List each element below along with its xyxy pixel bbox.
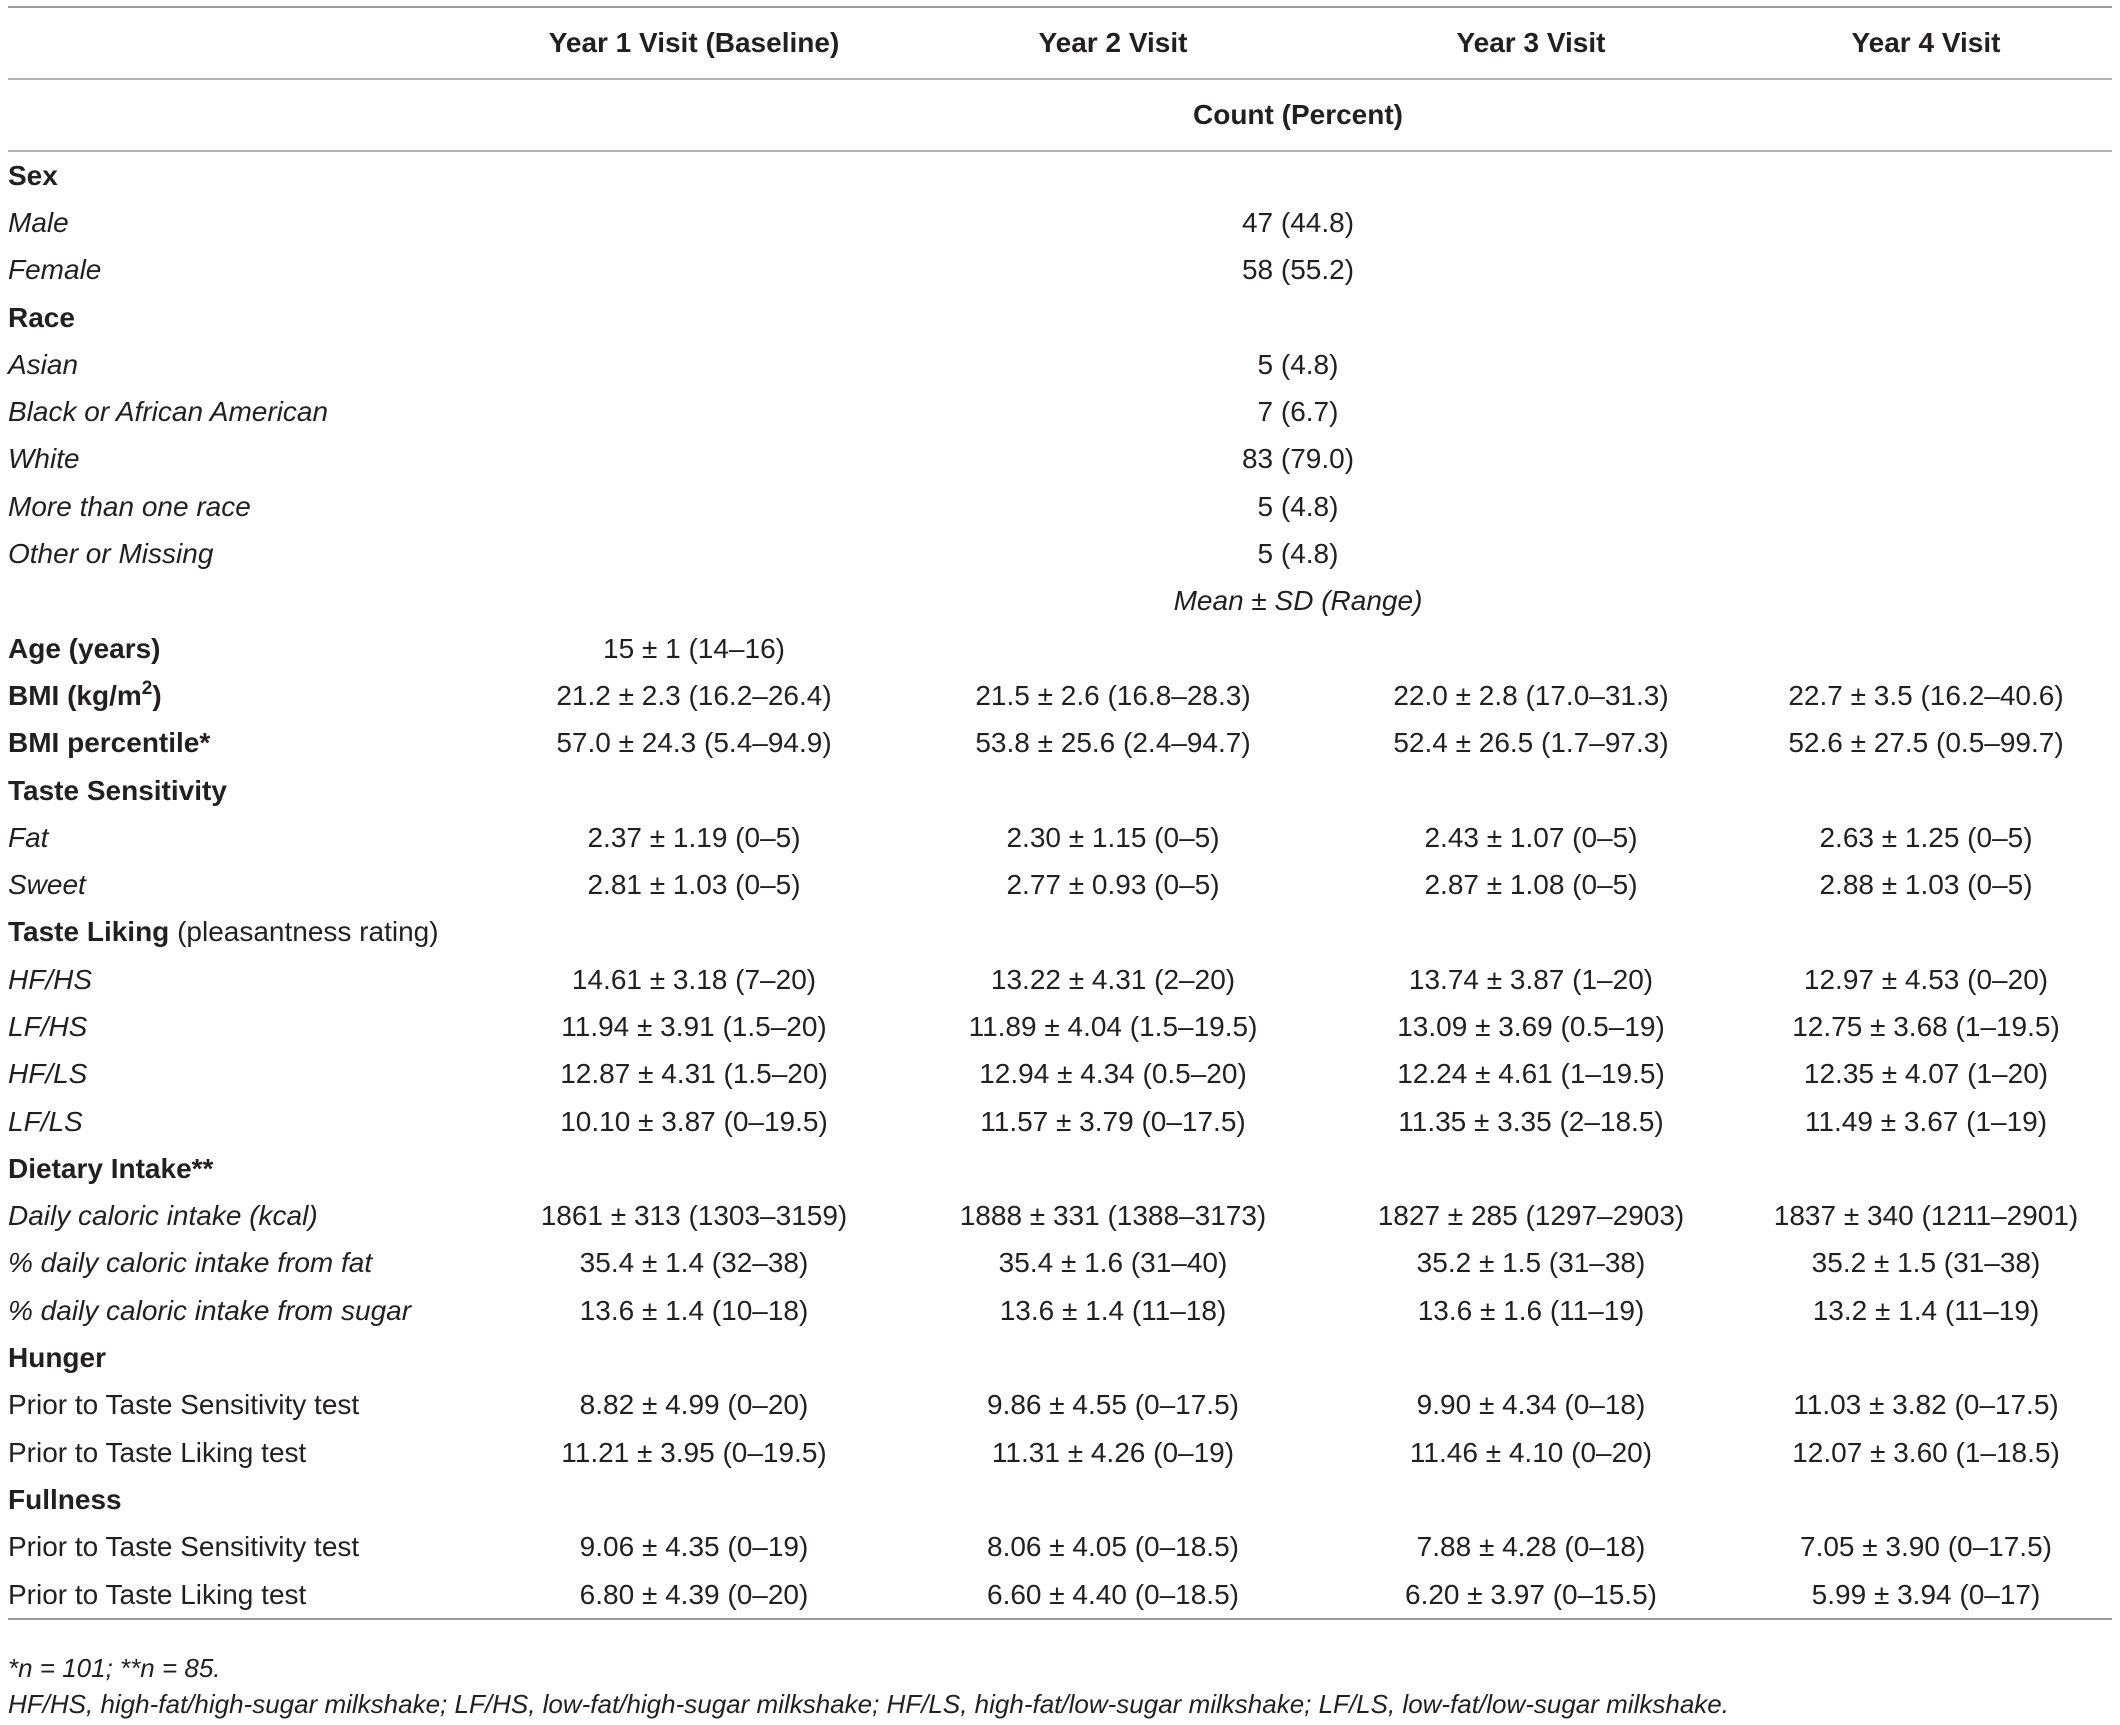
cell-value: 22.0 ± 2.8 (17.0–31.3) [1393,679,1669,711]
header-year3: Year 3 Visit [1322,7,1740,79]
cell-value: 7 (6.7) [1257,396,1339,428]
cell-value: 7.88 ± 4.28 (0–18) [1416,1531,1646,1563]
table-row [8,151,2112,199]
taste-sensitivity-heading: Taste Sensitivity [8,774,227,806]
cell-value: 2.81 ± 1.03 (0–5) [587,869,801,901]
cell-value: 1827 ± 285 (1297–2903) [1377,1200,1685,1232]
table-row [8,1382,2112,1429]
cell-value: 12.87 ± 4.31 (1.5–20) [560,1058,828,1090]
table-row [8,388,2112,435]
cell-value: 2.88 ± 1.03 (0–5) [1819,869,2033,901]
table-row [8,341,2112,388]
cell-value: 22.7 ± 3.5 (16.2–40.6) [1788,679,2064,711]
row-label: % daily caloric intake from fat [8,1247,373,1279]
cell-value: 11.94 ± 3.91 (1.5–20) [561,1010,827,1042]
cell-value: 1888 ± 331 (1388–3173) [959,1200,1267,1232]
cell-value: 9.86 ± 4.55 (0–17.5) [987,1389,1239,1421]
table-row [8,1098,2112,1145]
cell-value: 11.35 ± 3.35 (2–18.5) [1398,1105,1664,1137]
footnote-sample-sizes: *n = 101; **n = 85. [8,1653,221,1683]
cell-value: 15 ± 1 (14–16) [603,632,785,664]
cell-value: 52.4 ± 26.5 (1.7–97.3) [1393,727,1669,759]
cell-value: 2.77 ± 0.93 (0–5) [1006,869,1220,901]
table-row [8,1524,2112,1571]
cell-value: 53.8 ± 25.6 (2.4–94.7) [975,727,1251,759]
cell-value: 47 (44.8) [1241,206,1355,238]
table-row [8,1003,2112,1050]
header-row [8,7,2112,79]
cell-value: 6.60 ± 4.40 (0–18.5) [904,1571,1322,1619]
cell-value: 13.6 ± 1.4 (11–18) [999,1294,1227,1326]
header-year1: Year 1 Visit (Baseline) [484,7,904,79]
cell-value: 2.63 ± 1.25 (0–5) [1819,821,2033,853]
count-percent-row [8,79,2112,151]
table-row [8,294,2112,341]
table-row [8,814,2112,861]
cell-value: 6.80 ± 4.39 (0–20) [484,1571,904,1619]
cell-value: 10.10 ± 3.87 (0–19.5) [560,1105,828,1137]
row-label: LF/LS [8,1105,83,1137]
cell-value: 1861 ± 313 (1303–3159) [540,1200,848,1232]
cell-value: 21.5 ± 2.6 (16.8–28.3) [975,679,1251,711]
table-row [8,436,2112,483]
header-blank [8,7,484,79]
row-label: Daily caloric intake (kcal) [8,1200,318,1232]
row-label: Male [8,206,69,238]
cell-value: 11.89 ± 4.04 (1.5–19.5) [968,1010,1258,1042]
table-footnotes [8,1650,2112,1722]
row-label: HF/LS [8,1058,88,1090]
bmi-label: BMI $(kg/m^2)$ [8,677,162,711]
cell-value: 83 (79.0) [1241,443,1355,475]
header-year4: Year 4 Visit [1740,7,2112,79]
cell-value: 5 (4.8) [1257,490,1339,522]
count-percent-label: Count (Percent) [484,79,2112,151]
header-year2: Year 2 Visit [904,7,1322,79]
row-label: Asian [8,348,79,380]
race-heading: Race [8,301,75,333]
cell-value: 12.75 ± 3.68 (1–19.5) [1792,1010,2060,1042]
table-row [8,1429,2112,1476]
cell-value: 2.37 ± 1.19 (0–5) [587,821,801,853]
table-row [8,530,2112,577]
cell-value: 7.05 ± 3.90 (0–17.5) [1800,1531,2052,1563]
row-label: Female [8,254,102,286]
cell-value: 5.99 ± 3.94 (0–17) [1740,1571,2112,1619]
cell-value: 35.2 ± 1.5 (31–38) [1811,1247,2041,1279]
table-row [8,956,2112,1003]
age-label: Age (years) [8,632,161,664]
table-row [8,672,2112,719]
sex-heading: Sex [8,151,484,199]
row-label: Black or African American [8,396,329,428]
table-row [8,1476,2112,1523]
row-label: Prior to Taste Sensitivity test [8,1531,360,1563]
footnote-abbreviations: HF/HS, high-fat/high-sugar milkshake; LF/HS, low-fat/high-sugar milkshake; HF/LS, high-fat/low-sugar milkshake; LF/LS, low-fat/low-sugar milkshake. [8,1689,1729,1719]
dietary-intake-heading: Dietary Intake** [8,1152,214,1184]
cell-value: 5 (4.8) [1257,348,1339,380]
table-row [8,1145,2112,1192]
table-row [8,483,2112,530]
cell-value: 13.2 ± 1.4 (11–19) [1812,1294,2040,1326]
cell-value: 11.31 ± 4.26 (0–19) [991,1436,1235,1468]
cell-value: 13.6 ± 1.6 (11–19) [1417,1294,1645,1326]
fullness-heading: Fullness [8,1483,122,1515]
cell-value: 8.82 ± 4.99 (0–20) [579,1389,809,1421]
row-label: % daily caloric intake from sugar [8,1294,412,1326]
cell-value: 35.2 ± 1.5 (31–38) [1416,1247,1646,1279]
table-row [8,1334,2112,1381]
hunger-heading: Hunger [8,1342,106,1374]
row-label: White [8,443,80,475]
table-row [8,199,2112,246]
cell-value: 11.03 ± 3.82 (0–17.5) [1793,1389,2059,1421]
cell-value: 12.97 ± 4.53 (0–20) [1803,963,2049,995]
cell-value: 11.46 ± 4.10 (0–20) [1409,1436,1653,1468]
cell-value: 2.30 ± 1.15 (0–5) [1006,821,1220,853]
cell-value: 11.57 ± 3.79 (0–17.5) [980,1105,1246,1137]
cell-value: 12.94 ± 4.34 (0.5–20) [979,1058,1247,1090]
cell-value: 58 (55.2) [1241,254,1355,286]
cell-value: 6.20 ± 3.97 (0–15.5) [1322,1571,1740,1619]
cell-value: 9.06 ± 4.35 (0–19) [579,1531,809,1563]
cell-value: 21.2 ± 2.3 (16.2–26.4) [556,679,832,711]
cell-value: 35.4 ± 1.6 (31–40) [998,1247,1228,1279]
cell-value: 13.09 ± 3.69 (0.5–19) [1397,1010,1665,1042]
table-row [8,720,2112,767]
cell-value: 12.07 ± 3.60 (1–18.5) [1792,1436,2060,1468]
cell-value: 12.35 ± 4.07 (1–20) [1803,1058,2049,1090]
table-row [8,1193,2112,1240]
cell-value: 14.61 ± 3.18 (7–20) [571,963,817,995]
cell-value: 13.74 ± 3.87 (1–20) [1408,963,1654,995]
characteristics-table [8,6,2112,1620]
cell-value: 2.87 ± 1.08 (0–5) [1424,869,1638,901]
table-row [8,1571,2112,1619]
table-row [8,767,2112,814]
row-label: More than one race [8,490,251,522]
row-label: Fat [8,821,49,853]
cell-value: 1837 ± 340 (1211–2901) [1773,1200,2079,1232]
row-label: Prior to Taste Liking test [8,1571,484,1619]
taste-liking-heading: Taste Liking (pleasantness rating) [8,916,439,948]
cell-value: 9.90 ± 4.34 (0–18) [1416,1389,1646,1421]
table-row [8,1051,2112,1098]
cell-value: 12.24 ± 4.61 (1–19.5) [1397,1058,1665,1090]
table-row [8,909,2112,956]
cell-value: 57.0 ± 24.3 (5.4–94.9) [556,727,832,759]
cell-value: 35.4 ± 1.4 (32–38) [579,1247,809,1279]
table-row [8,1240,2112,1287]
row-label: Prior to Taste Sensitivity test [8,1389,360,1421]
table-row [8,625,2112,672]
mean-sd-label: Mean ± SD (Range) [1173,585,1423,617]
cell-value: 13.6 ± 1.4 (10–18) [579,1294,809,1326]
row-label: Other or Missing [8,538,214,570]
table-row [8,1287,2112,1334]
mean-sd-row [8,578,2112,625]
cell-value: 5 (4.8) [1257,538,1339,570]
bmi-percentile-label: BMI percentile* [8,727,211,759]
cell-value: 8.06 ± 4.05 (0–18.5) [987,1531,1239,1563]
cell-value: 11.49 ± 3.67 (1–19) [1804,1105,2048,1137]
row-label: LF/HS [8,1010,88,1042]
table-row [8,247,2112,294]
cell-value: 2.43 ± 1.07 (0–5) [1424,821,1638,853]
table-row [8,861,2112,908]
row-label: Sweet [8,869,86,901]
cell-value: 52.6 ± 27.5 (0.5–99.7) [1788,727,2064,759]
row-label: Prior to Taste Liking test [8,1436,307,1468]
cell-value: 11.21 ± 3.95 (0–19.5) [561,1436,827,1468]
cell-value: 13.22 ± 4.31 (2–20) [990,963,1236,995]
row-label: HF/HS [8,963,92,995]
